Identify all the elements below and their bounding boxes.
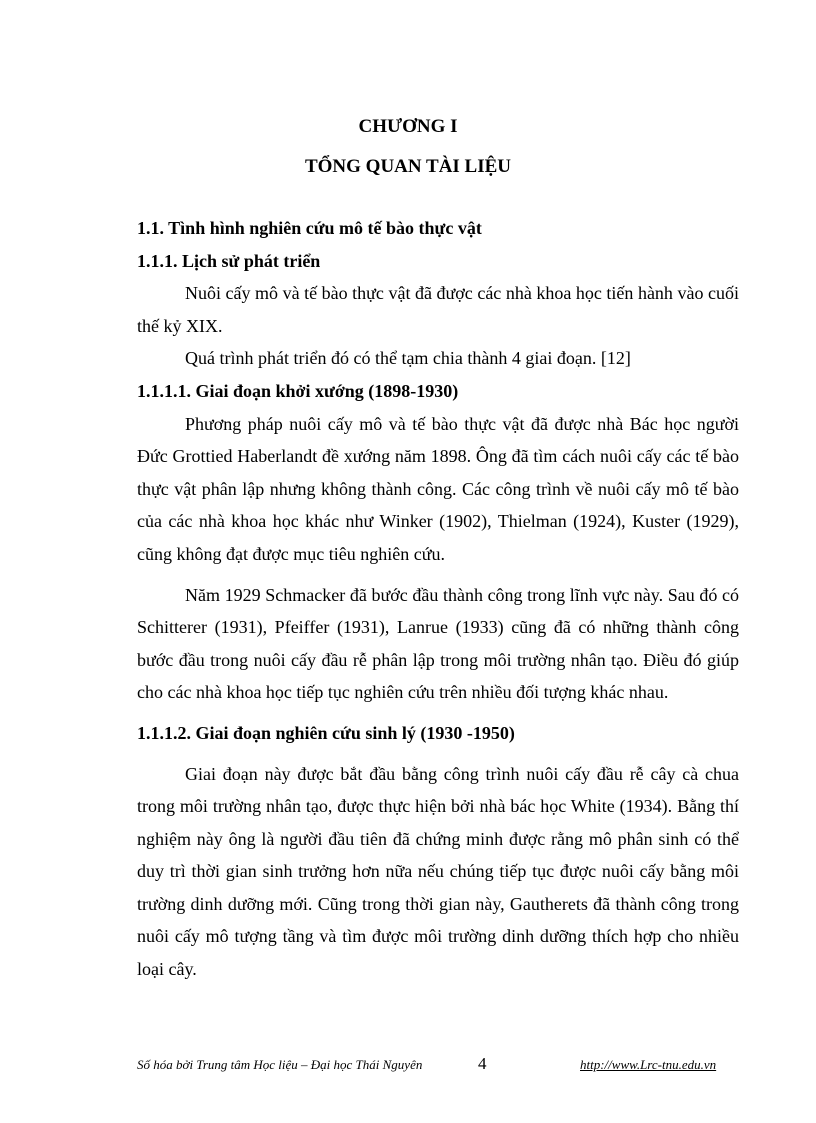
page-number: 4: [478, 1054, 487, 1073]
document-body: [137, 212, 739, 986]
paragraph-intro: Nuôi cấy mô và tế bào thực vật đã được các nhà khoa học tiến hành vào cuối thế kỷ XIX.: [137, 283, 739, 336]
chapter-number: CHƯƠNG I: [358, 116, 458, 137]
paragraph-haberlandt: Phương pháp nuôi cấy mô và tế bào thực vật đã được nhà Bác học người Đức Grottied Haberlandt đề xướng năm 1898. Ông đã tìm cách nuôi cấy các tế bào thực vật phân lập nhưng không thành công. Các công trình về nuôi cấy mô tế bào của các nhà khoa học khác như Winker (1902), Thielman (1924), Kuster (1929), cũng không đạt được mục tiêu nghiên cứu.: [137, 413, 739, 564]
chapter-title: TỔNG QUAN TÀI LIỆU: [304, 156, 512, 177]
footer-url-link[interactable]: http://www.Lrc-tnu.edu.vn: [580, 1057, 717, 1072]
section-heading-1-1: 1.1. Tình hình nghiên cứu mô tế bào thực vật: [137, 218, 482, 238]
section-heading-1-1-1-1: 1.1.1.1. Giai đoạn khởi xướng (1898-1930): [137, 380, 459, 401]
paragraph-stages: Quá trình phát triển đó có thể tạm chia thành 4 giai đoạn. [12]: [185, 348, 631, 369]
section-heading-1-1-1-2: 1.1.1.2. Giai đoạn nghiên cứu sinh lý (1930 -1950): [137, 722, 515, 743]
section-heading-1-1-1: 1.1.1. Lịch sử phát triển: [137, 250, 321, 271]
footer-source: Số hóa bởi Trung tâm Học liệu – Đại học Thái Nguyên: [137, 1057, 423, 1072]
paragraph-white: Giai đoạn này được bắt đầu bằng công trình nuôi cấy đầu rễ cây cà chua trong môi trường nhân tạo, được thực hiện bởi nhà bác học White (1934). Bằng thí nghiệm này ông là người đầu tiên đã chứng minh được rằng mô phân sinh có thể duy trì thời gian sinh trưởng hơn nữa nếu chúng tiếp tục được nuôi cấy bằng môi trường dinh dưỡng mới. Cũng trong thời gian này, Gautherets đã thành công trong nuôi cấy mô tượng tầng và tìm được môi trường dinh dưỡng thích hợp cho nhiều loại cây.: [137, 763, 739, 980]
page-footer: [0, 1054, 816, 1079]
paragraph-schmacker: Năm 1929 Schmacker đã bước đầu thành công trong lĩnh vực này. Sau đó có Schitterer (1931), Pfeiffer (1931), Lanrue (1933) cũng đã có những thành công bước đầu trong nuôi cấy đầu rễ phân lập trong môi trường nhân tạo. Điều đó giúp cho các nhà khoa học tiếp tục nghiên cứu trên nhiều đối tượng khác nhau.: [137, 584, 739, 703]
